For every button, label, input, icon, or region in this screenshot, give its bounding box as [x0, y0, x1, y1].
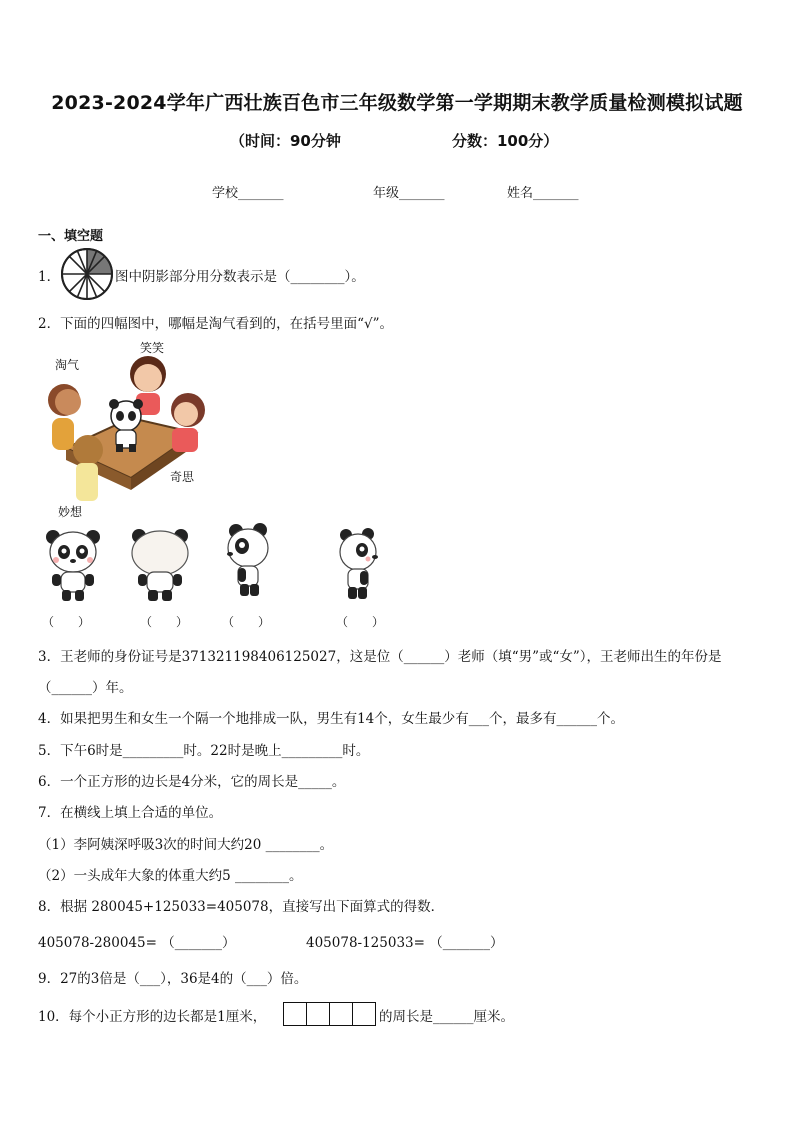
q7-text: 7．在横线上填上合适的单位。 [38, 805, 223, 821]
q1-text: 图中阴影部分用分数表示是（________）。 [115, 269, 365, 285]
school-field: 学校_______ [212, 186, 284, 201]
panda-side-view-right [336, 526, 382, 602]
circle-fraction-figure [60, 247, 114, 301]
label-miaoxiang: 妙想 [58, 505, 83, 519]
label-qisi: 奇思 [170, 470, 195, 484]
answer-paren-4[interactable]: （ ） [336, 615, 385, 629]
q8-calc-b: 405078-125033= （_______） [306, 935, 504, 951]
q7-sub1: （1）李阿姨深呼吸3次的时间大约20 ________。 [38, 837, 334, 853]
exam-title: 2023-2024学年广西壮族百色市三年级数学第一学期期末教学质量检测模拟试题 [51, 92, 743, 114]
answer-paren-3[interactable]: （ ） [222, 615, 271, 629]
q9-text: 9．27的3倍是（___），36是4的（___）倍。 [38, 971, 308, 987]
name-field: 姓名_______ [507, 186, 579, 201]
q4-text: 4．如果把男生和女生一个隔一个地排成一队，男生有14个，女生最少有___个，最多有______个。 [38, 711, 625, 727]
exam-score: 分数：100分） [452, 132, 559, 150]
panda-front-view [44, 528, 102, 602]
q3-line1: 3．王老师的身份证号是371321198406125027，这是位（______）老师（填“男”或“女”），王老师出生的年份是 [38, 649, 722, 665]
q2-text: 2．下面的四幅图中，哪幅是淘气看到的，在括号里面“√”。 [38, 316, 393, 332]
q6-text: 6．一个正方形的边长是4分米，它的周长是_____。 [38, 774, 346, 790]
answer-paren-2[interactable]: （ ） [140, 615, 189, 629]
q10-prefix: 10．每个小正方形的边长都是1厘米， [38, 1009, 267, 1025]
panda-side-view-left [224, 522, 274, 600]
q1-number: 1． [38, 269, 61, 285]
q8-calc-a: 405078-280045= （_______） [38, 935, 236, 951]
label-xiaoxiao: 笑笑 [140, 341, 165, 355]
q10-suffix: 的周长是______厘米。 [379, 1009, 514, 1025]
square-cell [284, 1003, 307, 1025]
squares-row-figure [283, 1002, 376, 1026]
q7-sub2: （2）一头成年大象的体重大约5 ________。 [38, 868, 303, 884]
grade-field: 年级_______ [373, 186, 445, 201]
exam-time: （时间：90分钟 [230, 132, 341, 150]
q5-text: 5．下午6时是_________时。22时是晚上_________时。 [38, 743, 370, 759]
section-heading: 一、填空题 [38, 229, 104, 244]
label-taoqi: 淘气 [55, 358, 80, 372]
square-cell [307, 1003, 330, 1025]
q8-text: 8．根据 280045+125033=405078，直接写出下面算式的得数． [38, 899, 445, 915]
panda-back-view [128, 526, 192, 602]
answer-paren-1[interactable]: （ ） [42, 615, 91, 629]
q3-line2: （______）年。 [38, 680, 133, 696]
square-cell [353, 1003, 375, 1025]
square-cell [330, 1003, 353, 1025]
